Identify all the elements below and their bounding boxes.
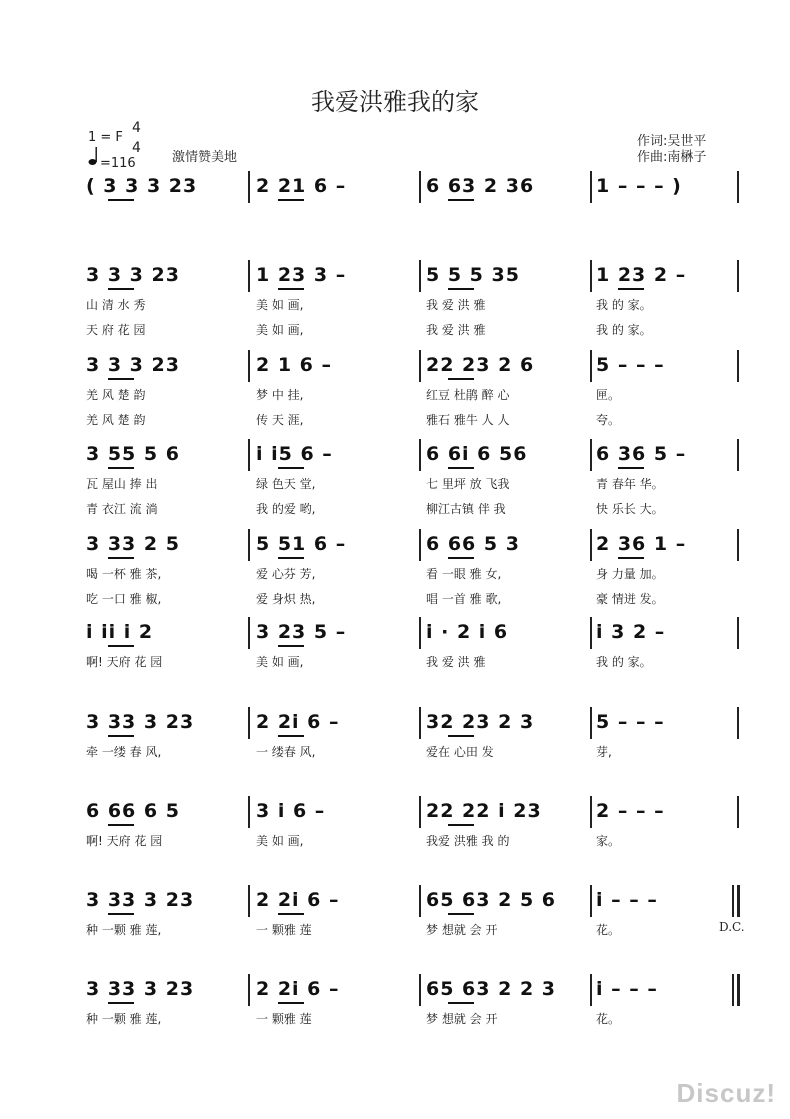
measure-notes: 5 51 6 – — [256, 533, 347, 555]
lyric-line: 天 府 花 园 — [86, 323, 146, 337]
final-barline-thin — [732, 974, 734, 1006]
barline — [590, 350, 592, 382]
barline — [419, 260, 421, 292]
lyric-line: 美 如 画, — [256, 298, 304, 312]
beam-line — [108, 557, 134, 559]
lyric-line: 我 爱 洪 雅 — [426, 298, 486, 312]
barline — [248, 439, 250, 471]
lyric-line: 雅石 雅牛 人 人 — [426, 413, 510, 427]
watermark-logo: Discuz! — [676, 1078, 776, 1108]
lyric-line: 传 天 涯, — [256, 413, 304, 427]
beam-line — [108, 288, 134, 290]
measure-notes: 3 3 3 23 — [86, 264, 180, 286]
beam-line — [448, 467, 474, 469]
lyric-line: 我 的爱 哟, — [256, 502, 316, 516]
barline — [248, 350, 250, 382]
measure-notes: i · 2 i 6 — [426, 621, 509, 643]
lyric-line: 梦 想就 会 开 — [426, 1012, 498, 1026]
barline — [419, 350, 421, 382]
measure-notes: 3 55 5 6 — [86, 443, 180, 465]
barline — [737, 171, 739, 203]
measure-notes: 6 36 5 – — [596, 443, 687, 465]
lyric-line: 花。 — [596, 923, 621, 937]
lyric-line: 啊! 天府 花 园 — [86, 834, 163, 848]
lyric-line: 羌 风 楚 韵 — [86, 413, 146, 427]
measure-notes: 6 63 2 36 — [426, 175, 535, 197]
measure-notes: 5 5 5 35 — [426, 264, 520, 286]
barline — [737, 529, 739, 561]
measure-notes: 3 23 5 – — [256, 621, 347, 643]
measure-notes: 5 – – – — [596, 711, 665, 733]
lyric-line: 一 颗雅 莲 — [256, 1012, 312, 1026]
measure-notes: 32 23 2 3 — [426, 711, 535, 733]
beam-line — [278, 199, 304, 201]
lyric-line: 一 颗雅 莲 — [256, 923, 312, 937]
beam-line — [278, 1002, 304, 1004]
barline — [737, 350, 739, 382]
expression-marking: 激情赞美地 — [172, 150, 238, 165]
time-signature-bottom: 4 — [132, 140, 141, 156]
lyric-line: 吃 一口 雅 椒, — [86, 592, 162, 606]
lyric-line: 瓦 屋山 捧 出 — [86, 477, 158, 491]
measure-notes: i – – – — [596, 978, 658, 1000]
lyric-line: 匣。 — [596, 388, 621, 402]
measure-notes: i 3 2 – — [596, 621, 666, 643]
beam-line — [108, 735, 134, 737]
measure-notes: 3 33 3 23 — [86, 978, 195, 1000]
beam-line — [448, 913, 474, 915]
measure-notes: 5 – – – — [596, 354, 665, 376]
beam-line — [618, 467, 644, 469]
lyric-line: 芽, — [596, 745, 612, 759]
barline — [737, 707, 739, 739]
barline — [419, 439, 421, 471]
measure-notes: 1 23 3 – — [256, 264, 347, 286]
beam-line — [448, 1002, 474, 1004]
barline — [248, 260, 250, 292]
barline — [590, 974, 592, 1006]
beam-line — [448, 378, 474, 380]
measure-notes: 3 33 2 5 — [86, 533, 180, 555]
barline — [419, 171, 421, 203]
final-barline-thin — [732, 885, 734, 917]
score-system — [0, 978, 790, 1058]
lyric-line: 我 爱 洪 雅 — [426, 655, 486, 669]
beam-line — [278, 645, 304, 647]
barline — [590, 171, 592, 203]
lyric-line: 梦 中 挂, — [256, 388, 304, 402]
barline — [248, 796, 250, 828]
lyric-line: 家。 — [596, 834, 621, 848]
barline — [248, 171, 250, 203]
lyric-line: 爱 身炽 热, — [256, 592, 316, 606]
lyricist-credit: 作词:吴世平 — [637, 134, 707, 149]
beam-line — [278, 735, 304, 737]
measure-notes: i – – – — [596, 889, 658, 911]
composer-credit: 作曲:南楙子 — [637, 150, 707, 165]
measure-notes: 3 i 6 – — [256, 800, 326, 822]
measure-notes: 2 2i 6 – — [256, 711, 340, 733]
measure-notes: 2 1 6 – — [256, 354, 333, 376]
lyric-line: 美 如 画, — [256, 834, 304, 848]
measure-notes: 2 2i 6 – — [256, 978, 340, 1000]
beam-line — [108, 913, 134, 915]
lyric-line: 青 春年 华。 — [596, 477, 664, 491]
beam-line — [108, 1002, 134, 1004]
lyric-line: 身 力量 加。 — [596, 567, 664, 581]
score-system — [0, 889, 790, 969]
barline — [590, 707, 592, 739]
lyric-line: 梦 想就 会 开 — [426, 923, 498, 937]
barline — [590, 796, 592, 828]
beam-line — [448, 824, 474, 826]
measure-notes: 3 33 3 23 — [86, 711, 195, 733]
measure-notes: i ii i 2 — [86, 621, 154, 643]
score-system — [0, 621, 790, 701]
barline — [737, 796, 739, 828]
beam-line — [108, 378, 134, 380]
tempo-marking: =116 — [100, 156, 136, 171]
measure-notes: 1 – – – ) — [596, 175, 682, 197]
beam-line — [108, 199, 134, 201]
beam-line — [618, 557, 644, 559]
barline — [419, 796, 421, 828]
lyric-line: 山 清 水 秀 — [86, 298, 146, 312]
final-barline — [737, 885, 740, 917]
score-system — [0, 175, 790, 255]
barline — [419, 617, 421, 649]
lyric-line: 柳江古镇 伴 我 — [426, 502, 506, 516]
score-system — [0, 711, 790, 791]
lyric-line: 我爱 洪雅 我 的 — [426, 834, 510, 848]
beam-line — [278, 467, 304, 469]
measure-notes: 1 23 2 – — [596, 264, 687, 286]
measure-notes: 6 66 5 3 — [426, 533, 520, 555]
lyric-line: 我 的 家。 — [596, 655, 652, 669]
lyric-line: 美 如 画, — [256, 323, 304, 337]
barline — [248, 529, 250, 561]
final-barline — [737, 974, 740, 1006]
beam-line — [448, 288, 474, 290]
time-signature-top: 4 — [132, 120, 141, 136]
lyric-line: 我 爱 洪 雅 — [426, 323, 486, 337]
lyric-line: 爱 心芬 芳, — [256, 567, 316, 581]
measure-notes: 3 33 3 23 — [86, 889, 195, 911]
beam-line — [618, 288, 644, 290]
barline — [248, 707, 250, 739]
measure-notes: 22 22 i 23 — [426, 800, 542, 822]
lyric-line: 种 一颗 雅 莲, — [86, 1012, 162, 1026]
barline — [590, 617, 592, 649]
barline — [248, 617, 250, 649]
lyric-line: 豪 情迸 发。 — [596, 592, 664, 606]
lyric-line: 美 如 画, — [256, 655, 304, 669]
lyric-line: 我 的 家。 — [596, 323, 652, 337]
score-system — [0, 264, 790, 344]
beam-line — [278, 557, 304, 559]
measure-notes: 22 23 2 6 — [426, 354, 535, 376]
barline — [590, 260, 592, 292]
lyric-line: 看 一眼 雅 女, — [426, 567, 502, 581]
lyric-line: 爱在 心田 发 — [426, 745, 494, 759]
beam-line — [108, 824, 134, 826]
key-signature: 1 = F — [88, 130, 123, 145]
measure-notes: ( 3 3 3 23 — [86, 175, 198, 197]
measure-notes: i i5 6 – — [256, 443, 333, 465]
measure-notes: 65 63 2 2 3 — [426, 978, 557, 1000]
barline — [590, 439, 592, 471]
lyric-line: 夸。 — [596, 413, 621, 427]
measure-notes: 2 36 1 – — [596, 533, 687, 555]
barline — [590, 529, 592, 561]
beam-line — [108, 467, 134, 469]
barline — [737, 260, 739, 292]
beam-line — [278, 288, 304, 290]
measure-notes: 6 6i 6 56 — [426, 443, 528, 465]
lyric-line: 一 缕春 风, — [256, 745, 316, 759]
score-system — [0, 443, 790, 523]
score-system — [0, 533, 790, 613]
page-title: 我爱洪雅我的家 — [311, 88, 479, 116]
lyric-line: 红豆 杜鹃 醉 心 — [426, 388, 510, 402]
beam-line — [448, 557, 474, 559]
measure-notes: 6 66 6 5 — [86, 800, 180, 822]
barline — [590, 885, 592, 917]
lyric-line: 唱 一首 雅 歌, — [426, 592, 502, 606]
lyric-line: 啊! 天府 花 园 — [86, 655, 163, 669]
measure-notes: 65 63 2 5 6 — [426, 889, 557, 911]
lyric-line: 羌 风 楚 韵 — [86, 388, 146, 402]
beam-line — [448, 735, 474, 737]
beam-line — [448, 199, 474, 201]
barline — [248, 974, 250, 1006]
lyric-line: 花。 — [596, 1012, 621, 1026]
score-system — [0, 354, 790, 434]
barline — [248, 885, 250, 917]
beam-line — [108, 645, 134, 647]
lyric-line: 喝 一杯 雅 茶, — [86, 567, 162, 581]
barline — [737, 617, 739, 649]
da-capo-mark: D.C. — [719, 920, 745, 934]
lyric-line: 牵 一缕 春 风, — [86, 745, 162, 759]
barline — [737, 439, 739, 471]
measure-notes: 2 – – – — [596, 800, 665, 822]
lyric-line: 我 的 家。 — [596, 298, 652, 312]
measure-notes: 2 2i 6 – — [256, 889, 340, 911]
barline — [419, 885, 421, 917]
measure-notes: 3 3 3 23 — [86, 354, 180, 376]
lyric-line: 种 一颗 雅 莲, — [86, 923, 162, 937]
score-system — [0, 800, 790, 880]
lyric-line: 七 里坪 放 飞我 — [426, 477, 510, 491]
lyric-line: 快 乐长 大。 — [596, 502, 664, 516]
lyric-line: 青 衣江 流 淌 — [86, 502, 158, 516]
barline — [419, 974, 421, 1006]
barline — [419, 707, 421, 739]
barline — [419, 529, 421, 561]
beam-line — [278, 913, 304, 915]
measure-notes: 2 21 6 – — [256, 175, 347, 197]
lyric-line: 绿 色天 堂, — [256, 477, 316, 491]
